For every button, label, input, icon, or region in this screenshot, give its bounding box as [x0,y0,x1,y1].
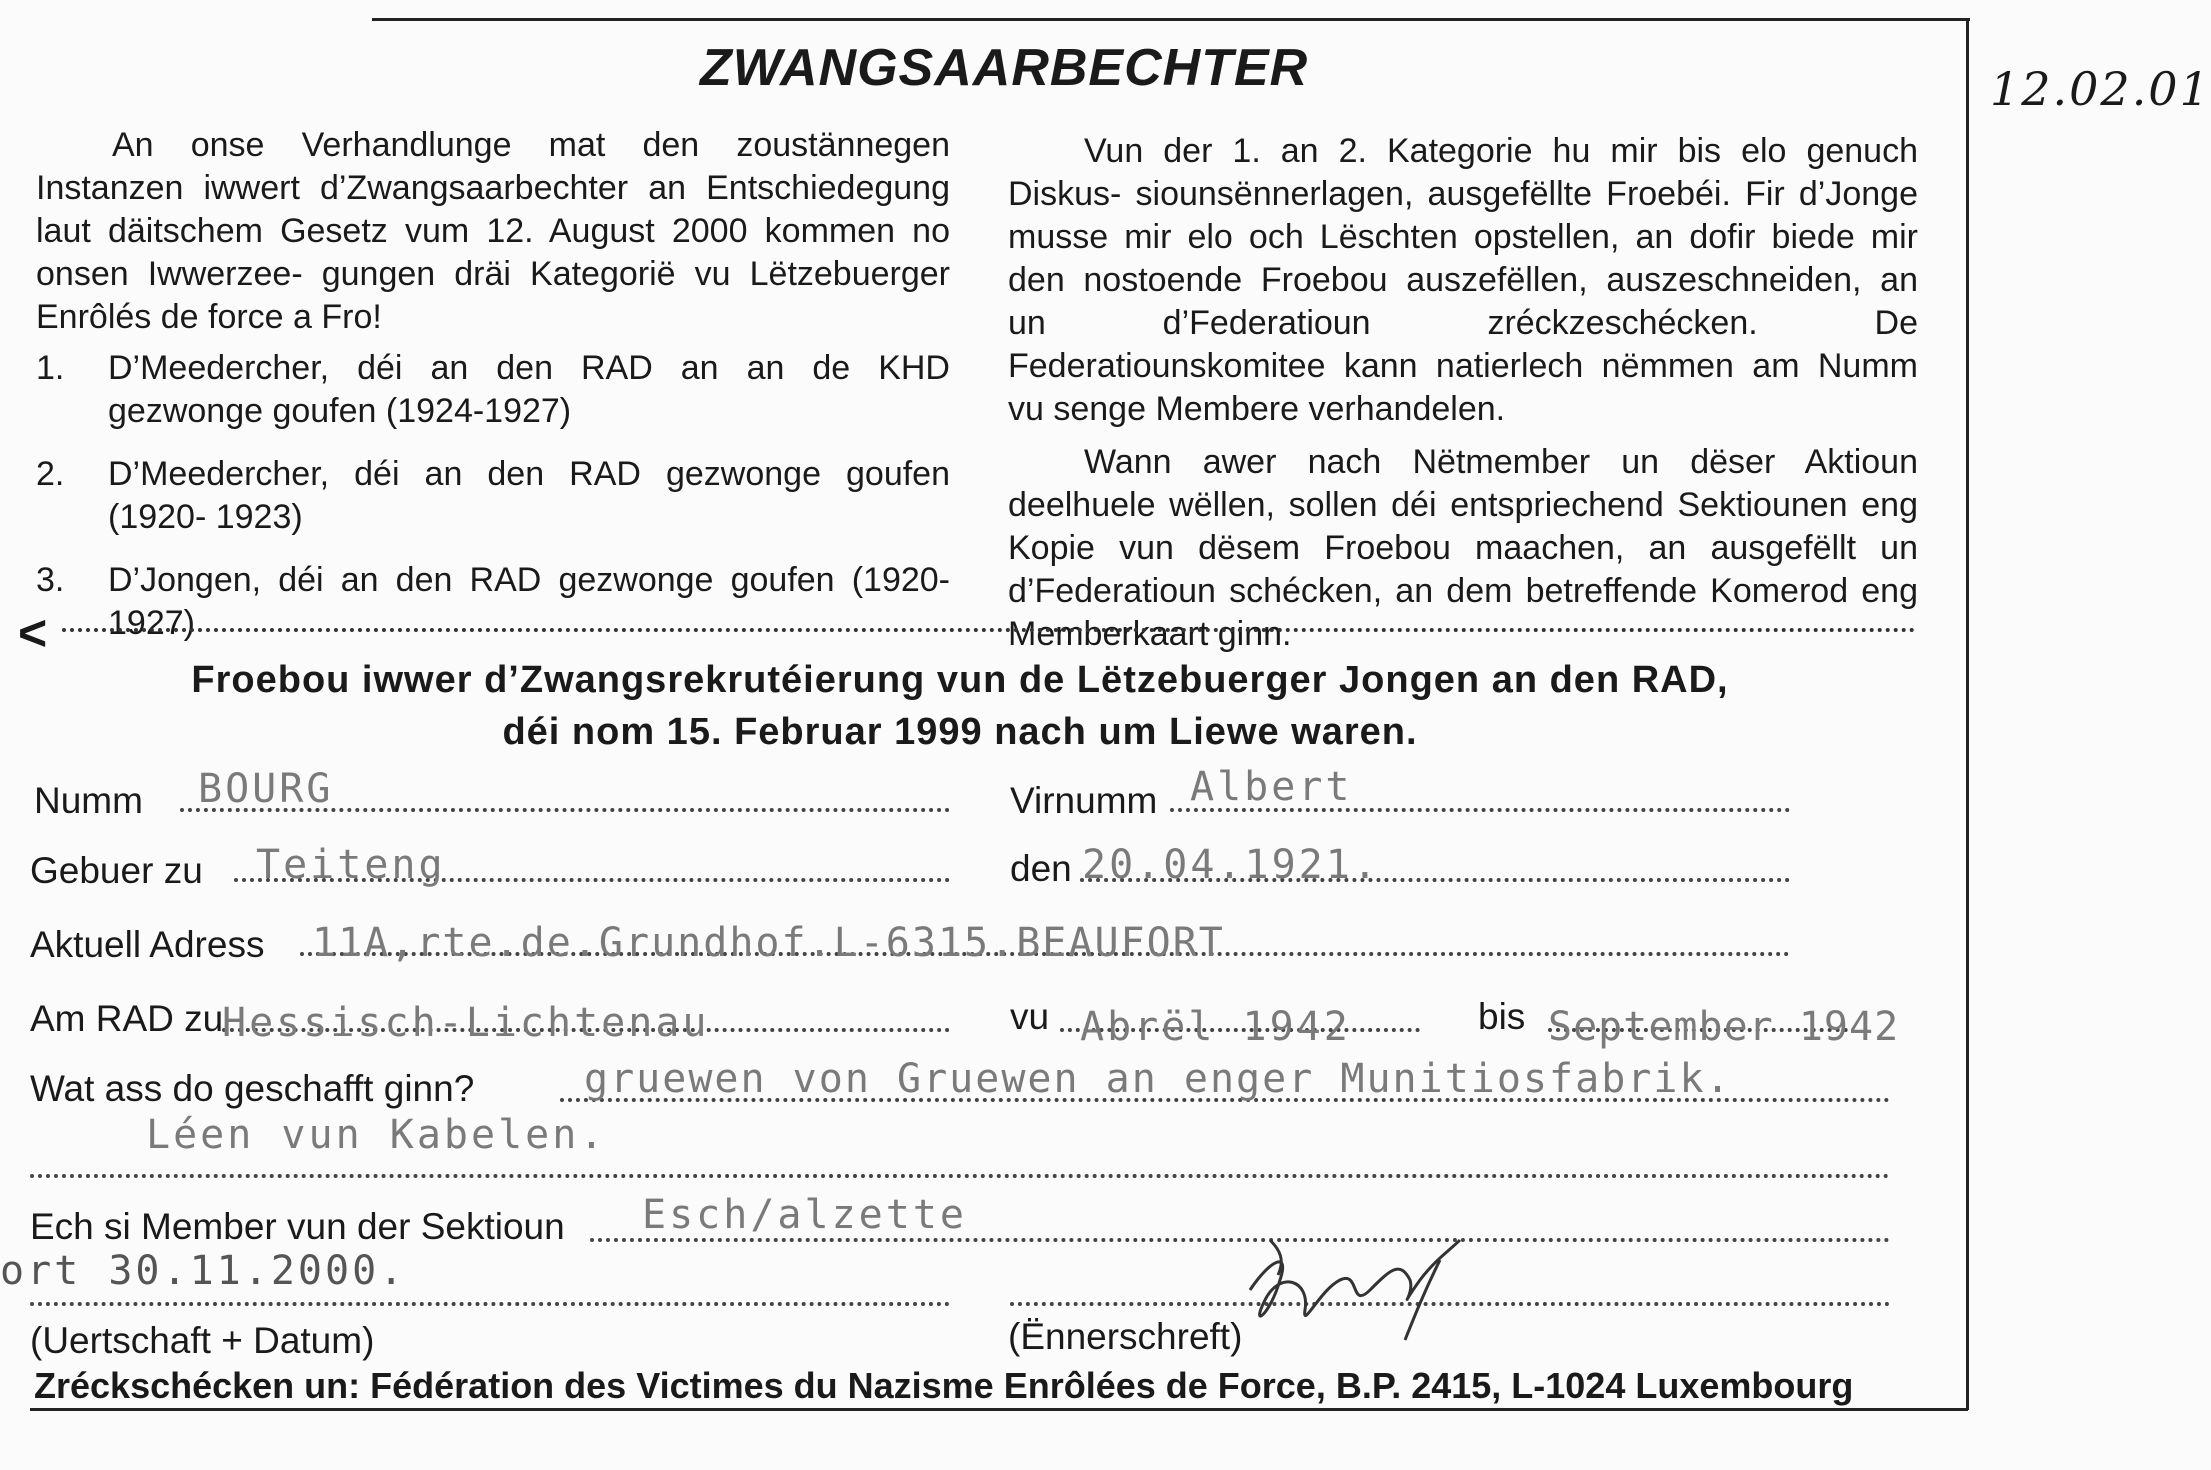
vu-field[interactable]: Abrël 1942 [1080,1004,1351,1050]
numm-label: Numm [34,780,143,821]
scissors-arrow-icon: < [18,605,48,661]
geschafft-field-2[interactable]: Léen vun Kabelen. [146,1112,607,1158]
numm-field[interactable]: BOURG [198,766,334,812]
vu-label: vu [1010,996,1050,1037]
virnumm-field[interactable]: Albert [1190,764,1353,810]
bis-label: bis [1478,996,1526,1037]
geschafft-field-1[interactable]: gruewen von Gruewen an enger Munitiosfabrik. [584,1056,1732,1102]
form-title: Froebou iwwer d’Zwangsrekrutéierung vun de Lëtzebuerger Jongen an den RAD, déi nom 15. Februar 1999 nach um Liewe waren. [191,659,1729,753]
rad-field[interactable]: Hessisch-Lichtenau [222,1000,710,1046]
handwritten-date: 12.02.01 [1990,62,2211,116]
intro-right-paragraph-2: Wann awer nach Nëtmember un dëser Aktioun deelhuele wëllen, sollen déi entspriechend Sektiounen eng Kopie vun dësem Froebou maachen, an ausgefëllt un d’Federatioun schécken, an dem betreffende Komerod eng Memberkaart ginn. [1008,443,1918,653]
page-title: ZWANGSAARBECHTER [700,39,1309,97]
gebuer-label: Gebuer zu [30,850,203,891]
intro-right-column [1008,130,1918,656]
place-date-line [30,1302,950,1306]
adress-field[interactable]: 11A,rte.de.Grundhof.L-6315.BEAUFORT [312,920,1225,966]
category-list [36,347,950,645]
list-item: 3. D’Jongen, déi an den RAD gezwonge goufen (1920- 1927) [36,561,950,642]
den-label: den [1010,848,1072,889]
bis-field[interactable]: September 1942 [1548,1004,1900,1050]
continuation-line [30,1174,1890,1178]
den-field[interactable]: 20.04.1921. [1082,842,1380,888]
return-address: Zréckschécken un: Fédération des Victimes du Nazisme Enrôlées de Force, B.P. 2415, L-1024 Luxembourg [34,1365,1854,1406]
intro-left-column [36,124,950,665]
geschafft-label: Wat ass do geschafft ginn? [30,1068,475,1109]
frame-right-border [1966,18,1969,1410]
list-item: 1. D’Meedercher, déi an den RAD an an de KHD gezwonge goufen (1924-1927) [36,349,950,430]
virnumm-label: Virnumm [1010,780,1158,821]
list-item: 2. D’Meedercher, déi an den RAD gezwonge goufen (1920- 1923) [36,455,950,536]
cut-line [62,628,1916,632]
place-date-field[interactable]: ort 30.11.2000. [0,1248,407,1294]
adress-label: Aktuell Adress [30,924,265,965]
rad-label: Am RAD zu [30,998,224,1039]
intro-right-paragraph-1: Vun der 1. an 2. Kategorie hu mir bis elo genuch Diskus- siounsënnerlagen, ausgefëllte Froebéi. Fir d’Jonge musse mir elo och Lëschten opstellen, an dofir biede mir den nostoende Froebou auszefëllen, auszeschneiden, an un d’Federatioun zréckzeschécken. De Federatiounskomitee kann natierlech nëmmen am Numm vu senge Membere verhandelen. [1008,132,1918,428]
frame-top-border [372,18,1970,21]
signature-image [1210,1220,1490,1350]
sektioun-field[interactable]: Esch/alzette [642,1192,967,1238]
ennerschreft-label: (Ënnerschreft) [1008,1316,1243,1357]
intro-left-paragraph: An onse Verhandlunge mat den zoustännegen Instanzen iwwert d’Zwangsaarbechter an Entschiedegung laut däitschem Gesetz vum 12. August 2000 kommen no onsen Iwwerzee- gungen dräi Kategorië vu Lëtzebuerger Enrôlés de force a Fro! [36,126,950,336]
sektioun-label: Ech si Member vun der Sektioun [30,1206,565,1247]
uertschaft-label: (Uertschaft + Datum) [30,1320,375,1361]
frame-bottom-border [30,1408,1968,1411]
gebuer-field[interactable]: Teiteng [256,842,446,888]
